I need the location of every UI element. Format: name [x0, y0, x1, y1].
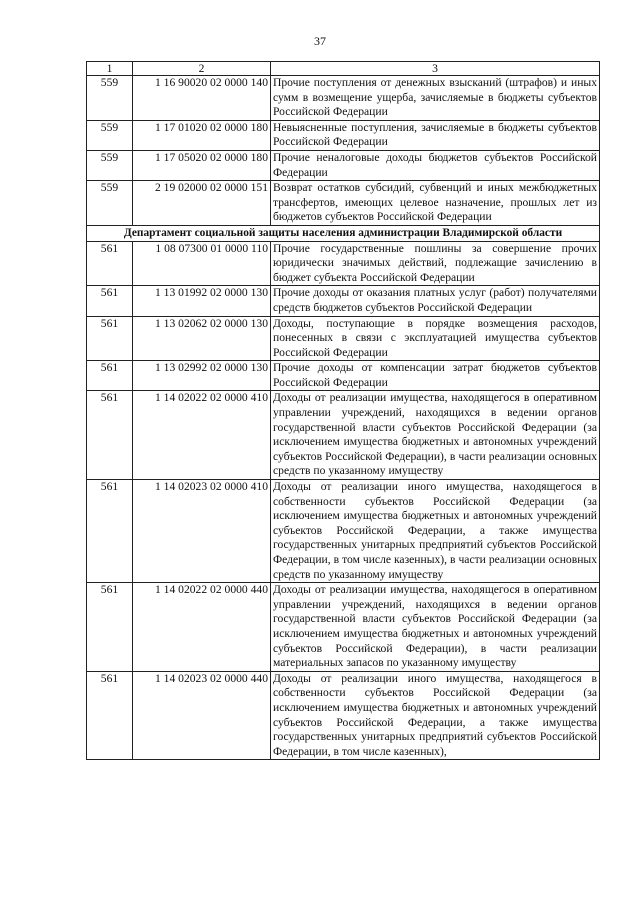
admin-code-cell: 561	[87, 671, 133, 760]
page-number: 37	[314, 34, 326, 48]
description-cell: Прочие неналоговые доходы бюджетов субъектов Российской Федерации	[271, 150, 600, 180]
budget-code-cell: 1 13 02992 02 0000 130	[133, 361, 271, 391]
admin-code-cell: 559	[87, 76, 133, 121]
column-header-2: 2	[133, 62, 271, 76]
table-row	[87, 316, 600, 361]
column-header-3: 3	[271, 62, 600, 76]
description-cell: Доходы от реализации иного имущества, находящегося в собственности субъектов Российской Федерации (за исключением имущества бюджетных и автономных учреждений субъектов Российской Федерации, а также имущества государственных унитарных предприятий субъектов Российской Федерации, в том числе казенных), в части реализации основных средств по указанному имуществу	[271, 480, 600, 583]
budget-code-cell: 1 17 01020 02 0000 180	[133, 120, 271, 150]
description-cell: Невыясненные поступления, зачисляемые в бюджеты субъектов Российской Федерации	[271, 120, 600, 150]
budget-code-cell: 1 16 90020 02 0000 140	[133, 76, 271, 121]
admin-code-cell: 561	[87, 361, 133, 391]
table-row	[87, 241, 600, 286]
table-header-row	[87, 62, 600, 76]
admin-code-cell: 559	[87, 120, 133, 150]
department-title: Департамент социальной защиты населения администрации Владимирской области	[87, 225, 600, 241]
budget-code-cell: 1 14 02022 02 0000 410	[133, 391, 271, 480]
budget-code-cell: 1 13 01992 02 0000 130	[133, 286, 271, 316]
description-cell: Доходы от реализации имущества, находящегося в оперативном управлении учреждений, находящихся в ведении органов государственной власти субъектов Российской Федерации (за исключением имущества бюджетных и автономных учреждений субъектов Российской Федерации), в части реализации основных средств по указанному имуществу	[271, 391, 600, 480]
description-cell: Доходы от реализации имущества, находящегося в оперативном управлении учреждений, находящихся в ведении органов государственной власти субъектов Российской Федерации (за исключением имущества бюджетных и автономных учреждений субъектов Российской Федерации), в части реализации материальных запасов по указанному имуществу	[271, 583, 600, 672]
admin-code-cell: 561	[87, 480, 133, 583]
department-header-row	[87, 225, 600, 241]
budget-code-cell: 1 14 02022 02 0000 440	[133, 583, 271, 672]
admin-code-cell: 561	[87, 391, 133, 480]
admin-code-cell: 561	[87, 583, 133, 672]
table-row	[87, 76, 600, 121]
revenue-codes-table	[86, 61, 600, 760]
admin-code-cell: 561	[87, 241, 133, 286]
budget-code-cell: 2 19 02000 02 0000 151	[133, 181, 271, 226]
table-row	[87, 286, 600, 316]
description-cell: Прочие доходы от оказания платных услуг (работ) получателями средств бюджетов субъектов Российской Федерации	[271, 286, 600, 316]
table-row	[87, 150, 600, 180]
budget-code-cell: 1 08 07300 01 0000 110	[133, 241, 271, 286]
budget-code-cell: 1 13 02062 02 0000 130	[133, 316, 271, 361]
table-row	[87, 583, 600, 672]
admin-code-cell: 559	[87, 181, 133, 226]
admin-code-cell: 561	[87, 316, 133, 361]
budget-code-cell: 1 17 05020 02 0000 180	[133, 150, 271, 180]
description-cell: Доходы от реализации иного имущества, находящегося в собственности субъектов Российской Федерации (за исключением имущества бюджетных и автономных учреждений субъектов Российской Федерации, а также имущества государственных унитарных предприятий субъектов Российской Федерации, в том числе казенных),	[271, 671, 600, 760]
table-row	[87, 361, 600, 391]
description-cell: Возврат остатков субсидий, субвенций и иных межбюджетных трансфертов, имеющих целевое назначение, прошлых лет из бюджетов субъектов Российской Федерации	[271, 181, 600, 226]
table-row	[87, 671, 600, 760]
description-cell: Прочие поступления от денежных взысканий (штрафов) и иных сумм в возмещение ущерба, зачисляемые в бюджеты субъектов Российской Федерации	[271, 76, 600, 121]
budget-code-cell: 1 14 02023 02 0000 440	[133, 671, 271, 760]
table-row	[87, 391, 600, 480]
table-row	[87, 120, 600, 150]
description-cell: Прочие государственные пошлины за совершение прочих юридически значимых действий, подлежащие зачислению в бюджет субъекта Российской Федерации	[271, 241, 600, 286]
admin-code-cell: 559	[87, 150, 133, 180]
description-cell: Доходы, поступающие в порядке возмещения расходов, понесенных в связи с эксплуатацией имущества субъектов Российской Федерации	[271, 316, 600, 361]
description-cell: Прочие доходы от компенсации затрат бюджетов субъектов Российской Федерации	[271, 361, 600, 391]
table-row	[87, 181, 600, 226]
table-row	[87, 480, 600, 583]
column-header-1: 1	[87, 62, 133, 76]
admin-code-cell: 561	[87, 286, 133, 316]
budget-code-cell: 1 14 02023 02 0000 410	[133, 480, 271, 583]
